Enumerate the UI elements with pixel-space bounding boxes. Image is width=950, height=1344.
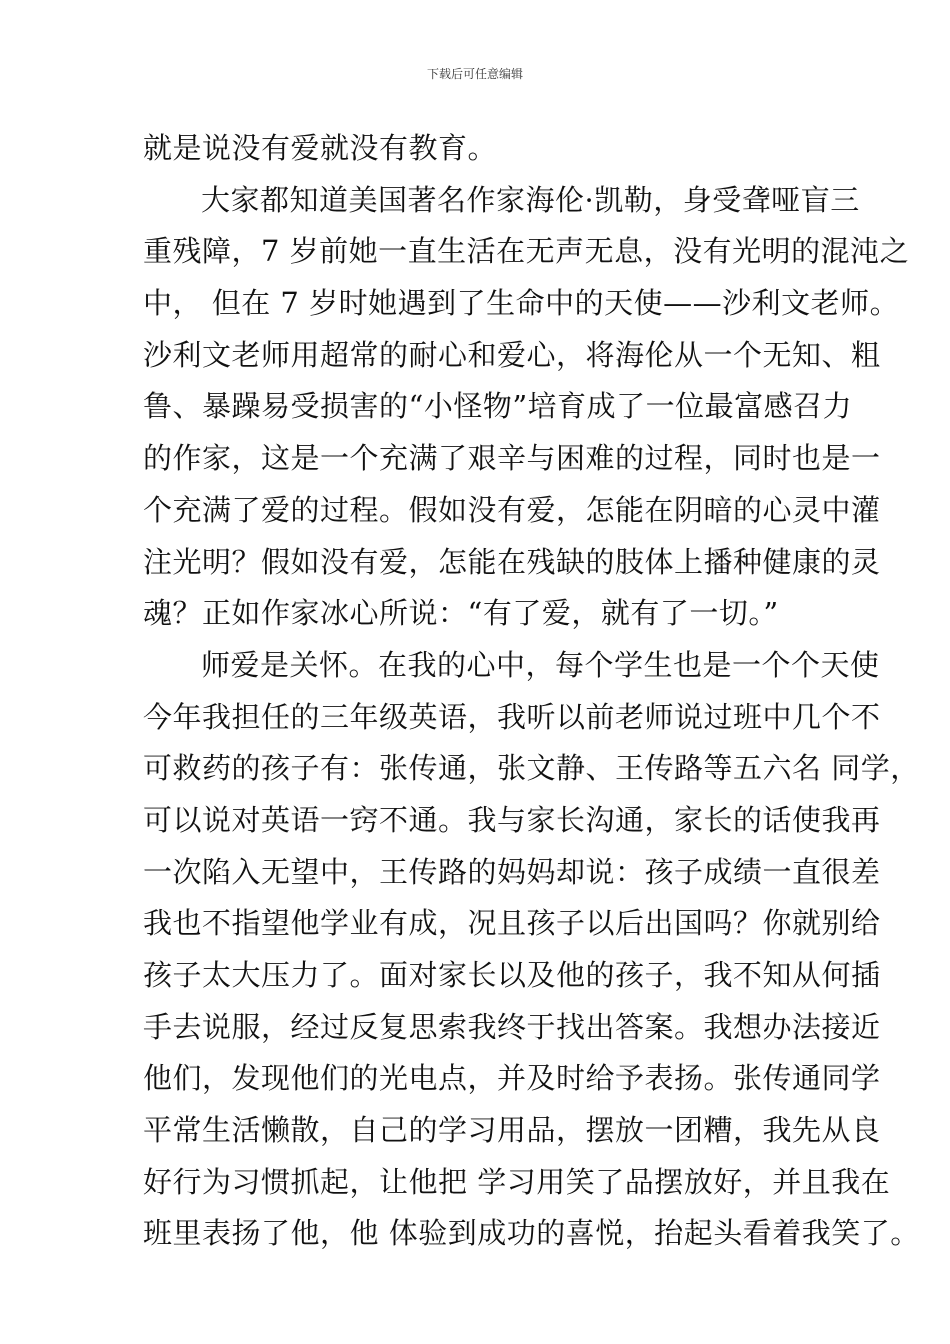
text-line: 注光明？假如没有爱，怎能在残缺的肢体上播种健康的灵 [143, 544, 881, 579]
text-line: 重残障，7 岁前她一直生活在无声无息，没有光明的混沌之 [143, 234, 910, 269]
text-line: 今年我担任的三年级英语，我听以前老师说过班中几个不 [143, 699, 881, 734]
text-line: 一次陷入无望中，王传路的妈妈却说：孩子成绩一直很差 [143, 854, 881, 889]
text-line: 沙利文老师用超常的耐心和爱心，将海伦从一个无知、粗 [143, 337, 881, 372]
text-line: 中， 但在 7 岁时她遇到了生命中的天使——沙利文老师。 [143, 286, 900, 321]
text-line: 就是说没有爱就没有教育。 [143, 131, 498, 165]
text-line: 可救药的孩子有：张传通，张文静、王传路等五六名 同学， [143, 751, 920, 786]
text-line: 平常生活懒散，自己的学习用品，摆放一团糟，我先从良 [143, 1113, 881, 1148]
page-header: 下载后可任意编辑 [426, 67, 523, 81]
text-line: 个充满了爱的过程。假如没有爱，怎能在阴暗的心灵中灌 [143, 492, 881, 527]
text-line: 我也不指望他学业有成，况且孩子以后出国吗？你就别给 [143, 906, 881, 941]
text-line: 可以说对英语一窍不通。我与家长沟通，家长的话使我再 [143, 802, 881, 837]
text-line: 班里表扬了他，他 体验到成功的喜悦，抬起头看着我笑了。 [143, 1216, 920, 1251]
text-line: 孩子太大压力了。面对家长以及他的孩子，我不知从何插 [143, 958, 881, 992]
text-line: 鲁、暴躁易受损害的“小怪物”培育成了一位最富感召力 [143, 389, 853, 424]
text-line: 魂？正如作家冰心所说：“有了爱，就有了一切。” [143, 596, 779, 631]
text-line: 好行为习惯抓起，让他把 学习用笑了品摆放好，并且我在 [143, 1164, 891, 1199]
text-line: 师爱是关怀。在我的心中，每个学生也是一个个天使 [201, 647, 880, 682]
text-line: 他们，发现他们的光电点，并及时给予表扬。张传通同学 [143, 1061, 881, 1096]
text-line: 的作家，这是一个充满了艰辛与困难的过程，同时也是一 [143, 441, 881, 476]
text-line: 大家都知道美国著名作家海伦·凯勒，身受聋哑盲三 [201, 182, 860, 217]
body-text [143, 123, 920, 1260]
text-line: 手去说服，经过反复思索我终于找出答案。我想办法接近 [143, 1009, 881, 1044]
